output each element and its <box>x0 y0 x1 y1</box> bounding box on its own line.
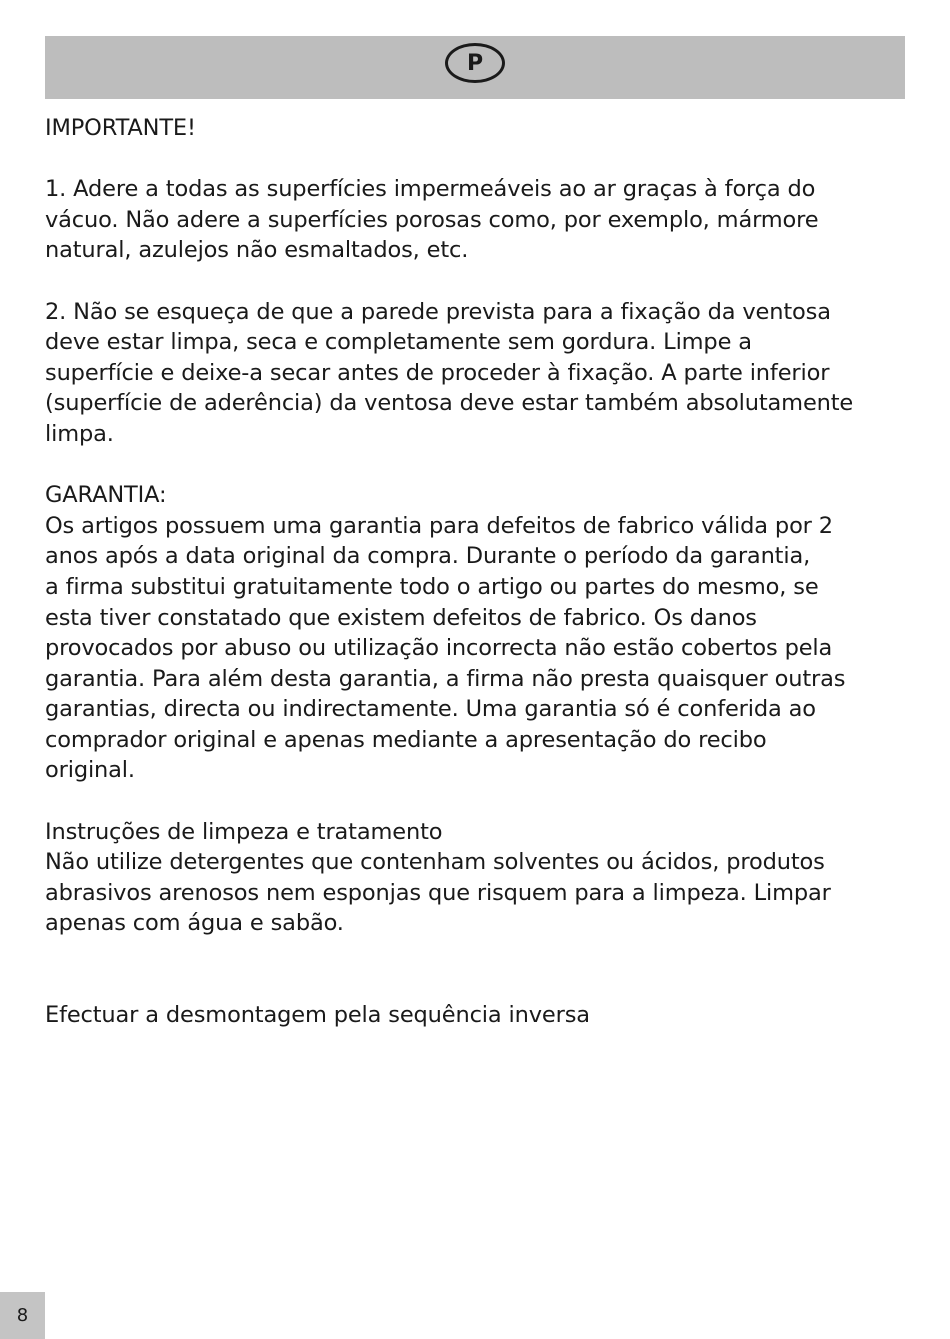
warranty-text: Os artigos possuem uma garantia para defeitos de fabrico válida por 2 anos após a data original da compra. Durante o período da garantia, a firma substitui gratuitamente todo o artigo ou partes do mesmo, se esta tiver constatado que existem defeitos de fabrico. Os danos provocados por abuso ou utilização incorrecta não estão cobertos pela garantia. Para além desta garantia, a firma não presta quaisquer outras garantias, directa ou indirectamente. Uma garantia só é conferida ao comprador original e apenas mediante a apresentação do recibo original. <box>45 512 846 784</box>
disassembly-text: Efectuar a desmontagem pela sequência inversa <box>45 1002 590 1029</box>
language-header-band <box>45 36 905 99</box>
cleaning-text: Não utilize detergentes que contenham solventes ou ácidos, produtos abrasivos arenosos nem esponjas que risquem para a limpeza. Limpar apenas com água e sabão. <box>45 849 831 937</box>
cleaning-heading: Instruções de limpeza e tratamento <box>45 818 443 845</box>
important-item-2: 2. Não se esqueça de que a parede prevista para a fixação da ventosa deve estar limpa, seca e completamente sem gordura. Limpe a superfície e deixe-a secar antes de proceder à fixação. A parte inferior (superfície de aderência) da ventosa deve estar também absolutamente limpa. <box>45 298 854 447</box>
important-heading: IMPORTANTE! <box>45 115 196 141</box>
language-badge: P <box>445 43 505 83</box>
important-item-1: 1. Adere a todas as superfícies impermeáveis ao ar graças à força do vácuo. Não adere a superfícies porosas como, por exemplo, mármore natural, azulejos não esmaltados, etc. <box>45 176 819 264</box>
document-body <box>45 113 915 1031</box>
page-number: 8 <box>0 1292 45 1339</box>
warranty-heading: GARANTIA: <box>45 482 167 509</box>
